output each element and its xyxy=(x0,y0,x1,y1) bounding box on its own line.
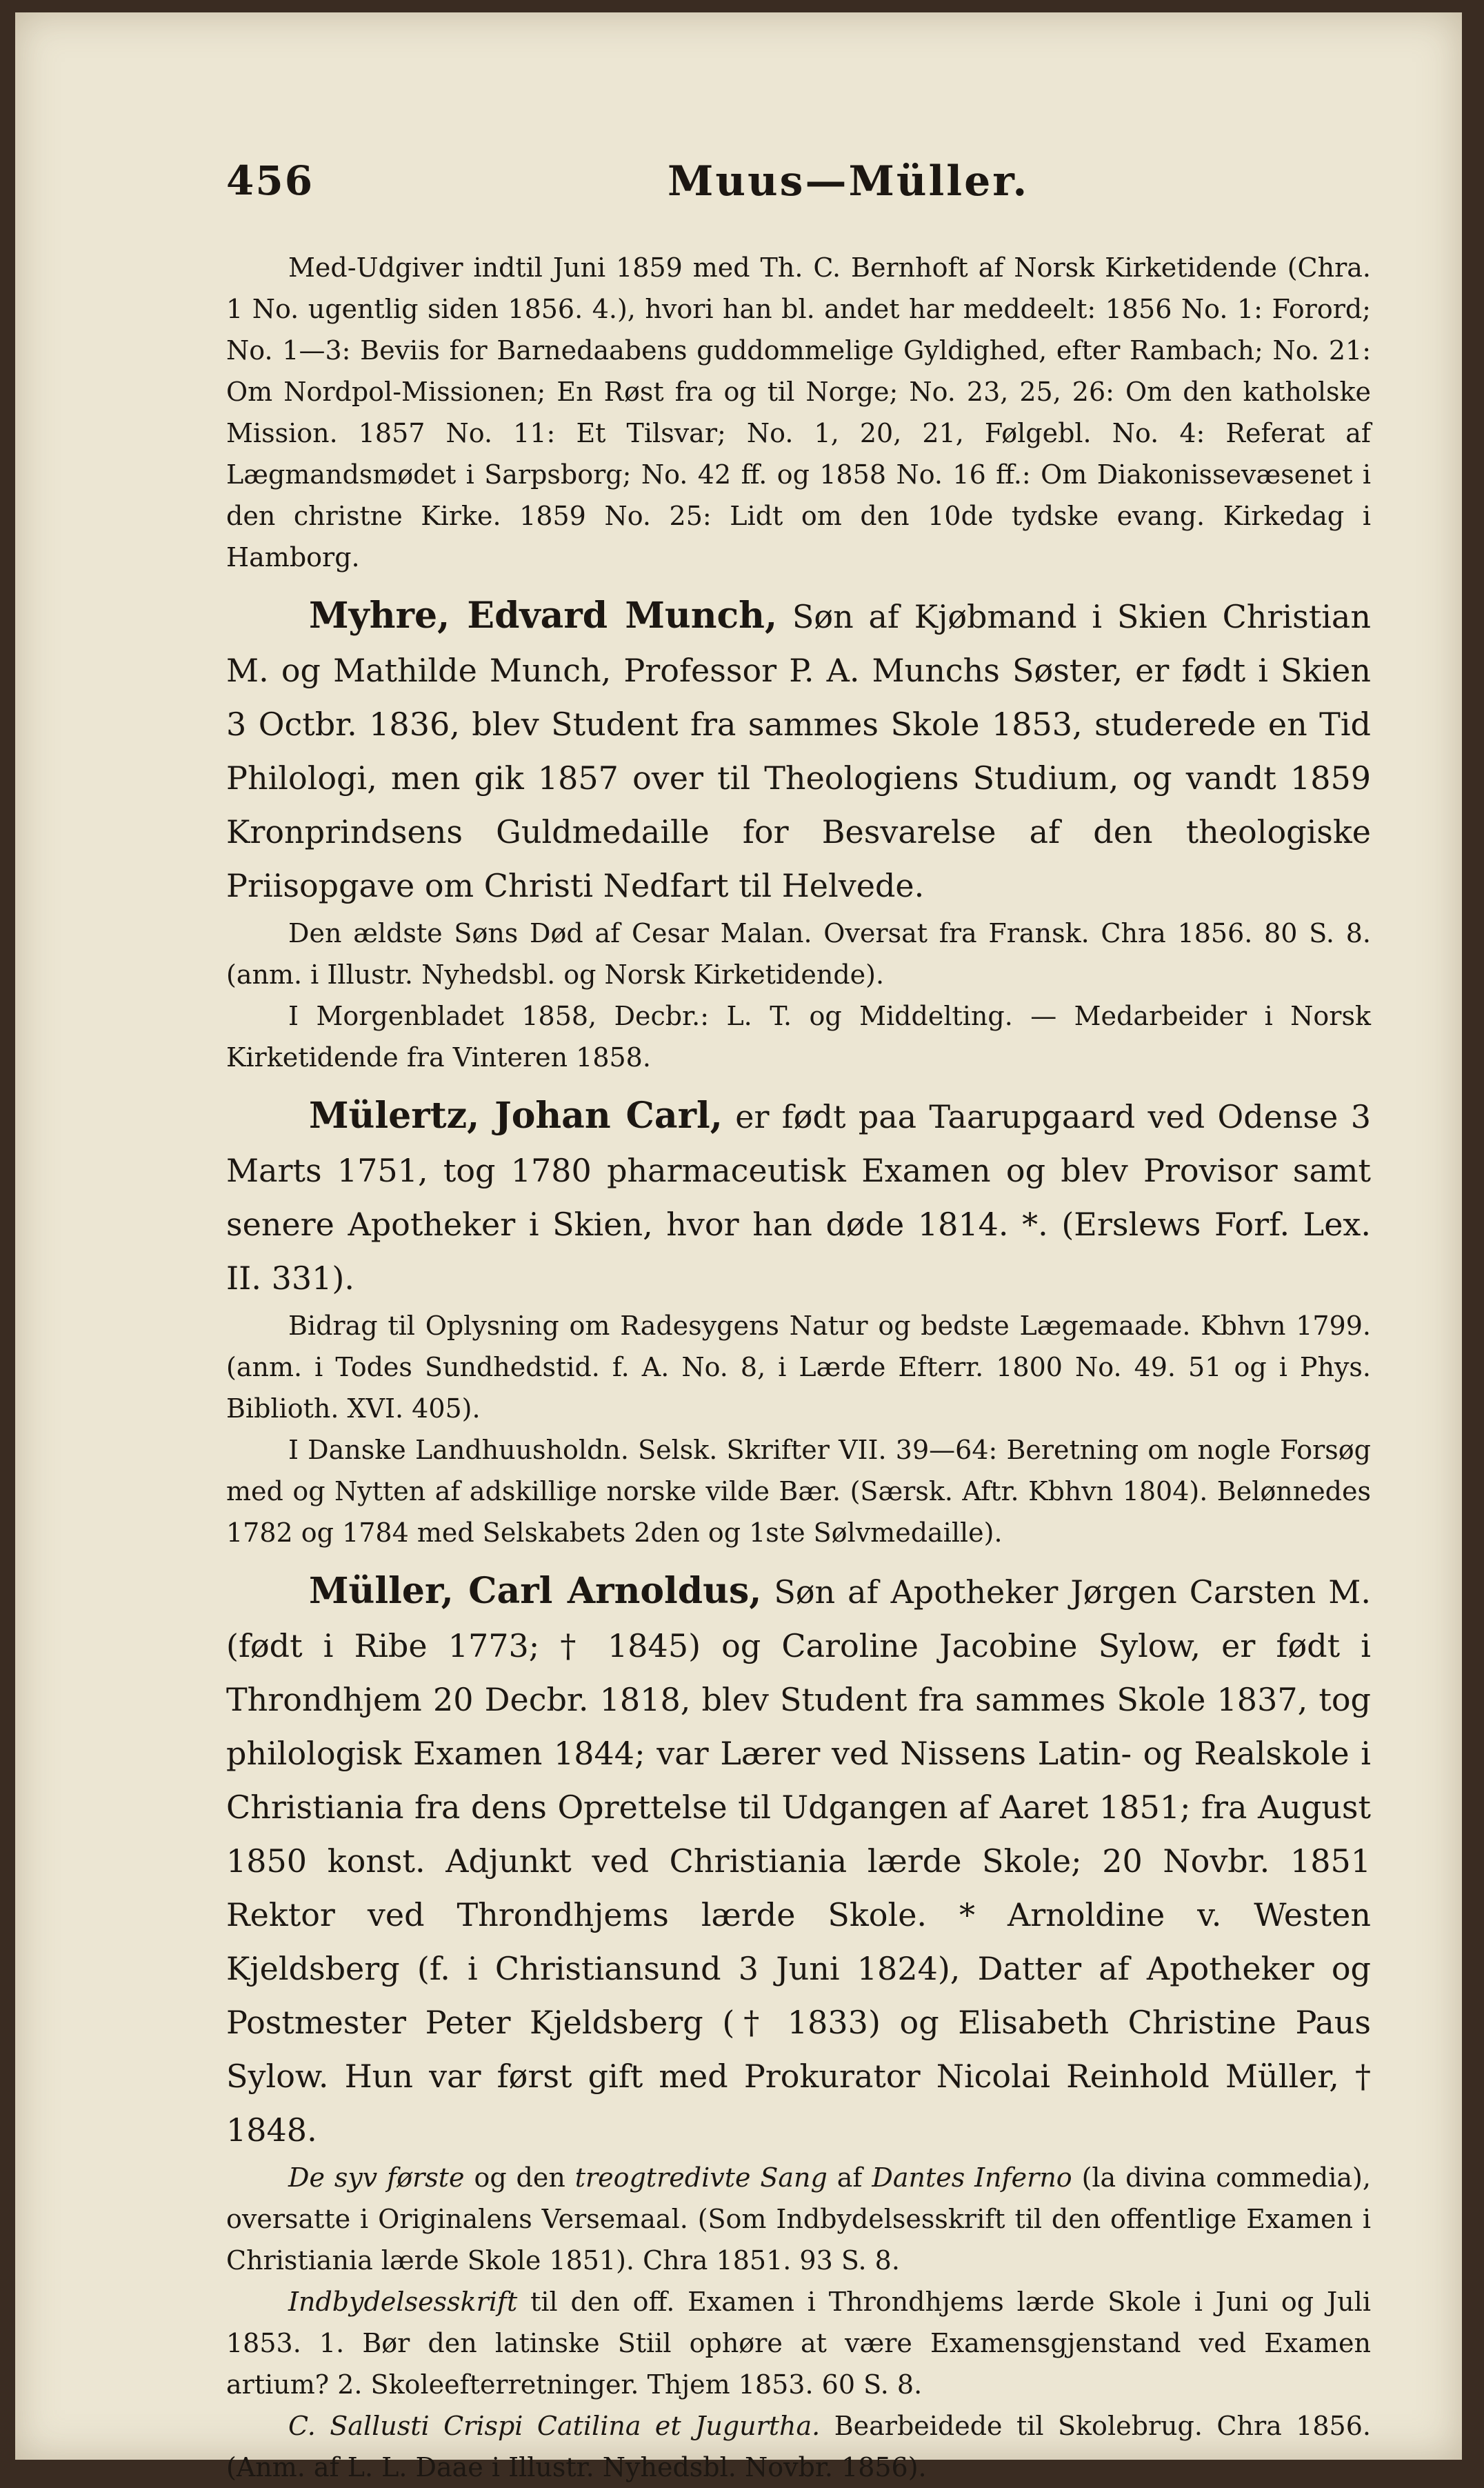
bibliography-note: Den ældste Søns Død af Cesar Malan. Oversat fra Fransk. Chra 1856. 80 S. 8. (anm. i Illustr. Nyhedsbl. og Norsk Kirketidende). xyxy=(226,918,1371,990)
page-number: 456 xyxy=(226,157,314,204)
entry-text: Søn af Kjøbmand i Skien Christian M. og Mathilde Munch, Professor P. A. Munchs Søster, er født i Skien 3 Octbr. 1836, blev Student fra sammes Skole 1853, studerede en Tid Philologi, men gik 1857 over til Theologiens Studium, og vandt 1859 Kronprindsens Guldmedaille for Besvarelse af den theologiske Priisopgave om Christi Nedfart til Helvede. xyxy=(226,598,1371,904)
entry-mulertz xyxy=(226,1089,1371,1553)
page-body xyxy=(226,247,1371,2488)
note-text: (la divina commedia), oversatte i Originalens Versemaal. (Som Indbydelsesskrift til den offentlige Examen i Christiania lærde Skole 1851). Chra 1851. 93 S. 8. xyxy=(226,2162,1371,2276)
work-title: Dantes Inferno xyxy=(872,2162,1072,2193)
entry-text: Søn af Apotheker Jørgen Carsten M. (født i Ribe 1773; † 1845) og Caroline Jacobine Sylow, er født i Throndhjem 20 Decbr. 1818, blev Student fra sammes Skole 1837, tog philologisk Examen 1844; var Lærer ved Nissens Latin- og Realskole i Christiania fra dens Oprettelse til Udgangen af Aaret 1851; fra August 1850 konst. Adjunkt ved Christiania lærde Skole; 20 Novbr. 1851 Rektor ved Throndhjems lærde Skole. * Arnoldine v. Westen Kjeldsberg (f. i Christiansund 3 Juni 1824), Datter af Apotheker og Postmester Peter Kjeldsberg († 1833) og Elisabeth Christine Paus Sylow. Hun var først gift med Prokurator Nicolai Reinhold Müller, † 1848. xyxy=(226,1573,1371,2149)
entry-paragraph xyxy=(226,1089,1371,1305)
work-title: treogtredivte Sang xyxy=(574,2162,828,2193)
entry-name: Mülertz, Johan Carl, xyxy=(309,1095,723,1137)
work-title: De syv første xyxy=(288,2162,465,2193)
page-header xyxy=(226,157,1371,219)
note-paragraph: Med-Udgiver indtil Juni 1859 med Th. C. Bernhoft af Norsk Kirketidende (Chra. 1 No. ugentlig siden 1856. 4.), hvori han bl. andet har meddeelt: 1856 No. 1: Forord; No. 1—3: Beviis for Barnedaabens guddommelige Gyldighed, efter Rambach; No. 21: Om Nordpol-Missionen; En Røst fra og til Norge; No. 23, 25, 26: Om den katholske Mission. 1857 No. 11: Et Tilsvar; No. 1, 20, 21, Følgebl. No. 4: Referat af Lægmandsmødet i Sarpsborg; No. 42 ff. og 1858 No. 16 ff.: Om Diakonissevæsenet i den christne Kirke. 1859 No. 25: Lidt om den 10de tydske evang. Kirkedag i Hamborg. xyxy=(226,252,1371,573)
entry-paragraph xyxy=(226,589,1371,913)
note-text: til den off. Examen i Throndhjems lærde Skole i Juni og Juli 1853. 1. Bør den latinske Stiil ophøre at være Examensgjenstand ved Examen artium? 2. Skoleefterretninger. Thjem 1853. 60 S. 8. xyxy=(226,2287,1371,2400)
bibliography-note: I Morgenbladet 1858, Decbr.: L. T. og Middelting. — Medarbeider i Norsk Kirketidende fra Vinteren 1858. xyxy=(226,1001,1371,1073)
entry-muller xyxy=(226,1564,1371,2488)
entry-name: Müller, Carl Arnoldus, xyxy=(309,1570,762,1612)
entry-myhre xyxy=(226,589,1371,1078)
note-text: Bearbeidede til Skolebrug. Chra 1856. (Anm. af L. L. Daae i Illustr. Nyhedsbl. Novbr. 1856). xyxy=(226,2411,1371,2482)
entry-text: er født paa Taarupgaard ved Odense 3 Marts 1751, tog 1780 pharmaceutisk Examen og blev Provisor samt senere Apotheker i Skien, hvor han døde 1814. *. (Erslews Forf. Lex. II. 331). xyxy=(226,1098,1372,1297)
bibliography-note: Bidrag til Oplysning om Radesygens Natur og bedste Lægemaade. Kbhvn 1799. (anm. i Todes Sundhedstid. f. A. No. 8, i Lærde Efterr. 1800 No. 49. 51 og i Phys. Biblioth. XVI. 405). xyxy=(226,1311,1371,1424)
book-page xyxy=(15,12,1462,2482)
entry-name: Myhre, Edvard Munch, xyxy=(309,595,778,637)
bibliography-note xyxy=(226,2157,1371,2281)
bibliography-note: I Danske Landhuusholdn. Selsk. Skrifter VII. 39—64: Beretning om nogle Forsøg med og Nytten af adskillige norske vilde Bær. (Særsk. Aftr. Kbhvn 1804). Belønnedes 1782 og 1784 med Selskabets 2den og 1ste Sølvmedaille). xyxy=(226,1435,1371,1548)
running-head: Muus—Müller. xyxy=(668,157,1030,206)
work-title: Indbydelsesskrift xyxy=(288,2287,518,2317)
bibliography-note xyxy=(226,2281,1371,2405)
bibliography-note xyxy=(226,2405,1371,2488)
entry-paragraph xyxy=(226,1564,1371,2157)
note-text: og den xyxy=(474,2162,565,2193)
note-text: af xyxy=(836,2162,863,2193)
work-title: C. Sallusti Crispi Catilina et Jugurtha. xyxy=(288,2411,821,2441)
